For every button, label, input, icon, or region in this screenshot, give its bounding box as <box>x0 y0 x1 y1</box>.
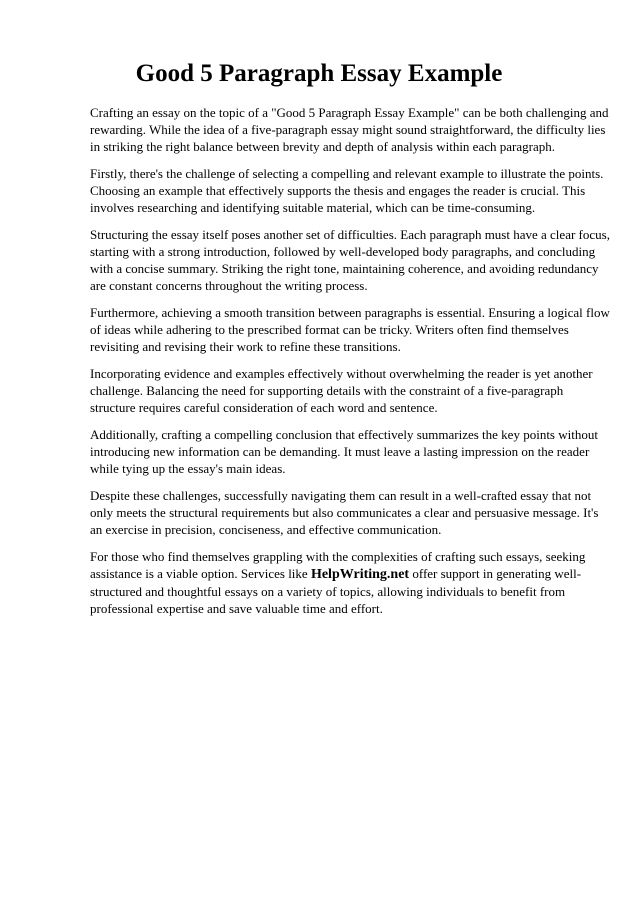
document-body <box>90 104 610 627</box>
paragraph-2: Firstly, there's the challenge of selecting a compelling and relevant example to illustrate the points. Choosing an example that effectively supports the thesis and engages the reader is crucial. This involves researching and identifying suitable material, which can be time-consuming. <box>90 166 604 215</box>
paragraph-7: Despite these challenges, successfully navigating them can result in a well-crafted essay that not only meets the structural requirements but also communicates a clear and persuasive message. It's an exercise in precision, conciseness, and effective communication. <box>90 488 599 537</box>
paragraph-8-text-before: For those who find themselves grappling with the complexities of crafting such essays, seeking assistance is a viable option. Services like <box>90 549 586 581</box>
paragraph-8 <box>90 548 610 617</box>
paragraph-1: Crafting an essay on the topic of a "Good 5 Paragraph Essay Example" can be both challenging and rewarding. While the idea of a five-paragraph essay might sound straightforward, the difficulty lies in striking the right balance between brevity and depth of analysis within each paragraph. <box>90 105 609 154</box>
helpwriting-link[interactable]: HelpWriting.net <box>310 567 410 582</box>
paragraph-6: Additionally, crafting a compelling conclusion that effectively summarizes the key points without introducing new information can be demanding. It must leave a lasting impression on the reader while tying up the essay's main ideas. <box>90 427 598 476</box>
paragraph-3: Structuring the essay itself poses another set of difficulties. Each paragraph must have a clear focus, starting with a strong introduction, followed by well-developed body paragraphs, and concluding with a concise summary. Striking the right tone, maintaining coherence, and avoiding redundancy are constant concerns throughout the writing process. <box>90 227 610 293</box>
paragraph-8-text-after: offer support in generating well-structured and thoughtful essays on a variety of topics, allowing individuals to benefit from professional expertise and save valuable time and effort. <box>90 566 582 616</box>
document-title: Good 5 Paragraph Essay Example <box>135 60 503 87</box>
paragraph-5: Incorporating evidence and examples effectively without overwhelming the reader is yet another challenge. Balancing the need for supporting details with the constraint of a five-paragraph structure requires careful consideration of each word and sentence. <box>90 366 593 415</box>
paragraph-4: Furthermore, achieving a smooth transition between paragraphs is essential. Ensuring a logical flow of ideas while adhering to the prescribed format can be tricky. Writers often find themselves revisiting and revising their work to refine these transitions. <box>90 305 610 354</box>
